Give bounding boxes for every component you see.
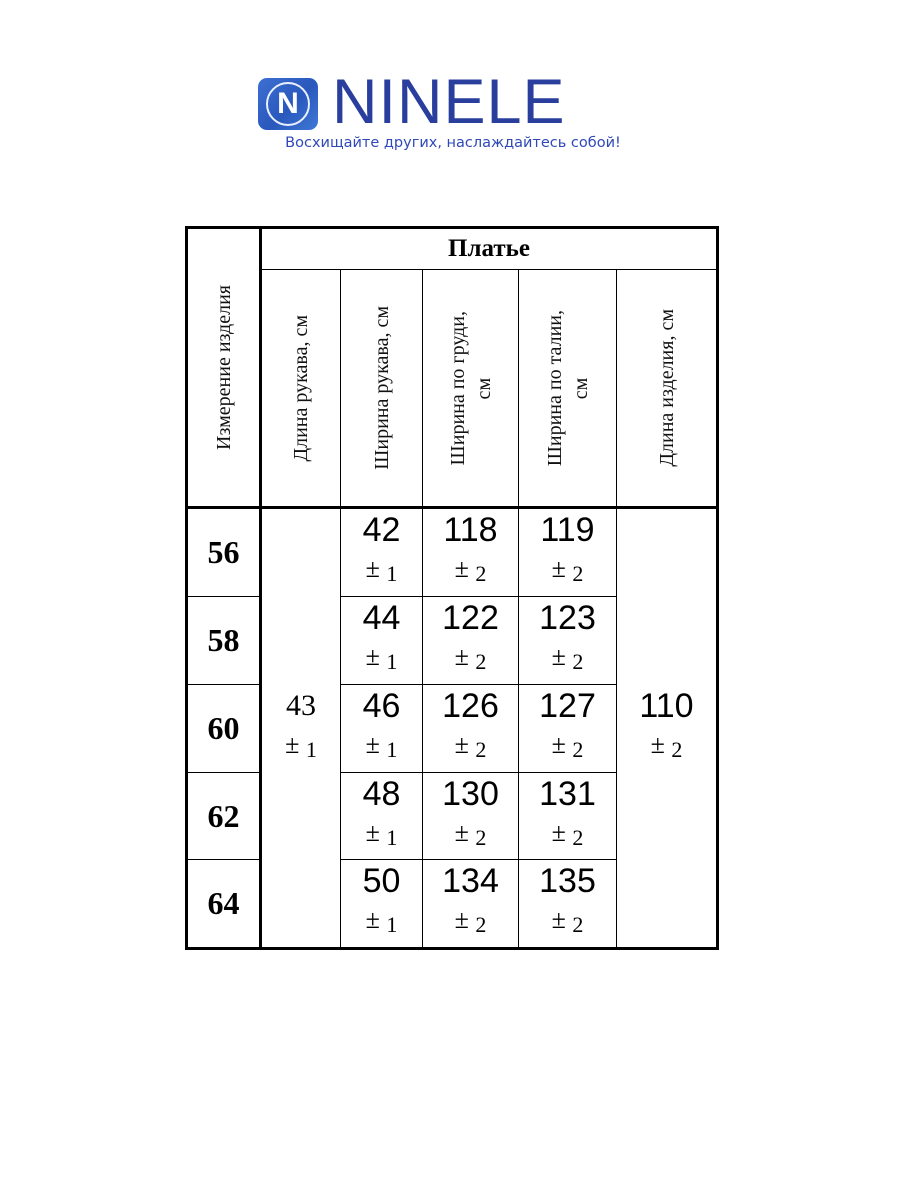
product-header-cell [261, 228, 718, 270]
size-cell: 64 [187, 860, 261, 949]
row-header-label: Измерение изделия [212, 285, 235, 450]
logo-letter: N [277, 87, 299, 120]
sleeve-width-cell: 48 ± 1 [341, 773, 423, 860]
sleeve-length-cell: 43 ± 1 [261, 508, 341, 949]
waist-width-cell: 135 ± 2 [519, 860, 617, 949]
sleeve-width-cell: 46 ± 1 [341, 685, 423, 773]
chest-width-cell: 134 ± 2 [423, 860, 519, 949]
waist-width-cell: 123 ± 2 [519, 597, 617, 685]
column-header-waist-width: Ширина по талии, см [519, 270, 617, 508]
brand-slogan: Восхищайте других, наслаждайтесь собой! [285, 135, 621, 151]
size-chart-table [185, 226, 719, 950]
waist-width-cell: 131 ± 2 [519, 773, 617, 860]
waist-width-cell: 127 ± 2 [519, 685, 617, 773]
column-header-sleeve-length: Длина рукава, см [261, 270, 341, 508]
waist-width-cell: 119 ± 2 [519, 508, 617, 597]
sleeve-width-cell: 50 ± 1 [341, 860, 423, 949]
sleeve-width-cell: 42 ± 1 [341, 508, 423, 597]
size-cell: 60 [187, 685, 261, 773]
sleeve-width-cell: 44 ± 1 [341, 597, 423, 685]
size-cell: 56 [187, 508, 261, 597]
product-title: Платье [448, 235, 530, 262]
chest-width-cell: 126 ± 2 [423, 685, 519, 773]
column-header-chest-width: Ширина по груди, см [423, 270, 519, 508]
logo-badge-icon [258, 78, 318, 130]
brand-name: NINELE [332, 67, 566, 137]
chest-width-cell: 118 ± 2 [423, 508, 519, 597]
size-cell: 62 [187, 773, 261, 860]
size-cell: 58 [187, 597, 261, 685]
column-header-dress-length: Длина изделия, см [617, 270, 718, 508]
chest-width-cell: 122 ± 2 [423, 597, 519, 685]
row-header-cell [187, 228, 261, 508]
brand-logo [258, 67, 648, 165]
column-header-sleeve-width: Ширина рукава, см [341, 270, 423, 508]
table-row [187, 508, 718, 597]
chest-width-cell: 130 ± 2 [423, 773, 519, 860]
dress-length-cell: 110 ± 2 [617, 508, 718, 949]
